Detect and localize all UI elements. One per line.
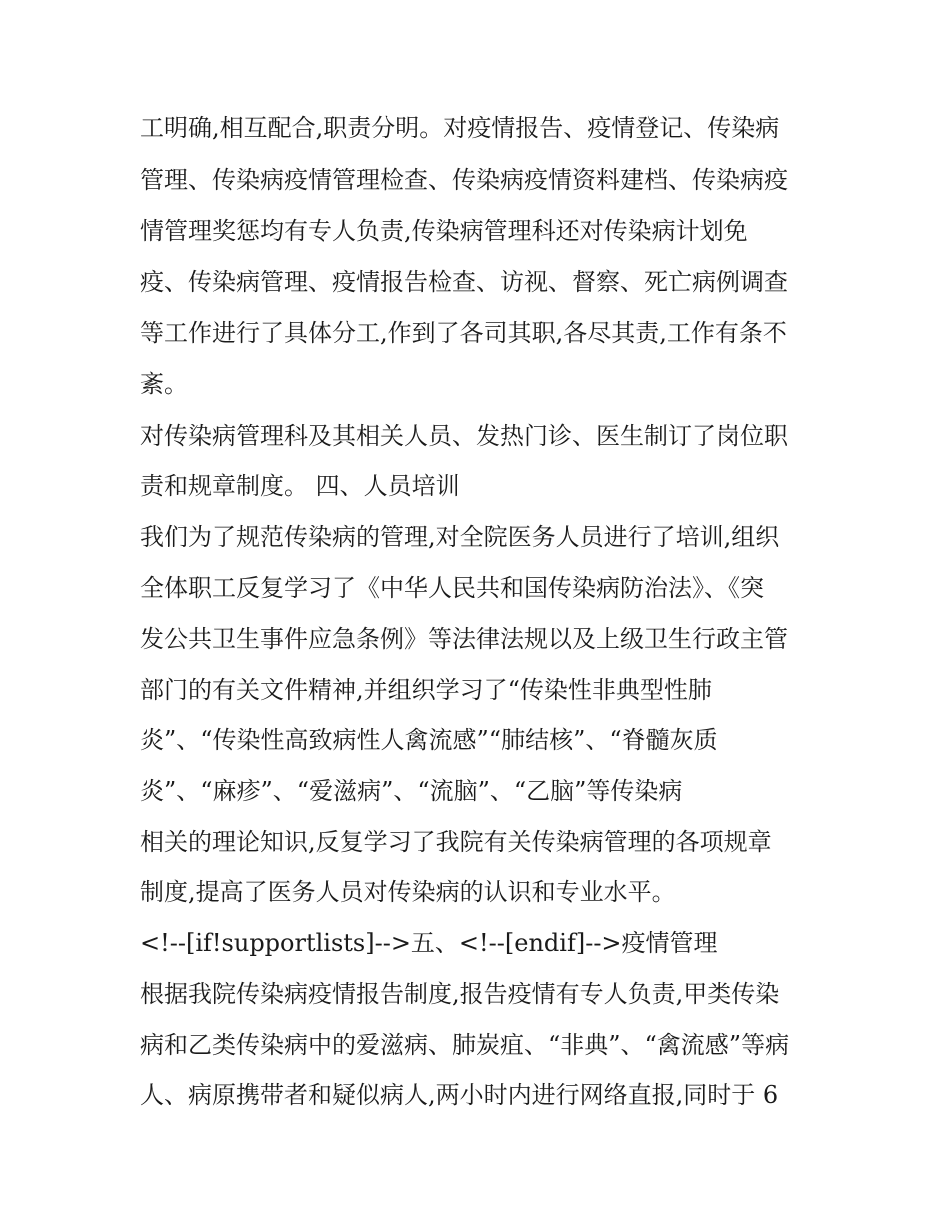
text-line: <!--[if!supportlists]-->五、<!--[endif]-->疫情管理 — [140, 929, 718, 957]
text-line: 情管理奖惩均有专人负责,传染病管理科还对传染病计划免 — [140, 217, 748, 245]
text-line: 制度,提高了医务人员对传染病的认识和专业水平。 — [140, 878, 676, 906]
text-line: 炎”、“麻疹”、“爱滋病”、“流脑”、“乙脑”等传染病 — [140, 777, 683, 805]
text-line: 炎”、“传染性高致病性人禽流感”“肺结核”、“脊髓灰质 — [140, 726, 718, 754]
text-line: 病和乙类传染病中的爱滋病、肺炭疽、“非典”、“禽流感”等病 — [140, 1031, 790, 1059]
text-line: 发公共卫生事件应急条例》等法律法规以及上级卫生行政主管 — [140, 625, 788, 653]
text-line: 工明确,相互配合,职责分明。对疫情报告、疫情登记、传染病 — [140, 114, 780, 142]
text-line: 管理、传染病疫情管理检查、传染病疫情资料建档、传染病疫 — [140, 166, 788, 194]
text-line: 等工作进行了具体分工,作到了各司其职,各尽其责,工作有条不 — [140, 319, 787, 347]
text-line: 责和规章制度。 四、人员培训 — [140, 472, 460, 500]
text-line: 人、病原携带者和疑似病人,两小时内进行网络直报,同时于 6 — [140, 1081, 779, 1109]
text-line: 部门的有关文件精神,并组织学习了“传染性非典型性肺 — [140, 676, 712, 704]
text-line: 我们为了规范传染病的管理,对全院医务人员进行了培训,组织 — [140, 523, 780, 551]
text-line: 根据我院传染病疫情报告制度,报告疫情有专人负责,甲类传染 — [140, 980, 780, 1008]
text-line: 对传染病管理科及其相关人员、发热门诊、医生制订了岗位职 — [140, 422, 788, 450]
text-line: 紊。 — [140, 370, 188, 398]
text-line: 全体职工反复学习了《中华人民共和国传染病防治法》、《突 — [140, 574, 764, 602]
text-line: 疫、传染病管理、疫情报告检查、访视、督察、死亡病例调查 — [140, 268, 788, 296]
text-line: 相关的理论知识,反复学习了我院有关传染病管理的各项规章 — [140, 828, 772, 856]
